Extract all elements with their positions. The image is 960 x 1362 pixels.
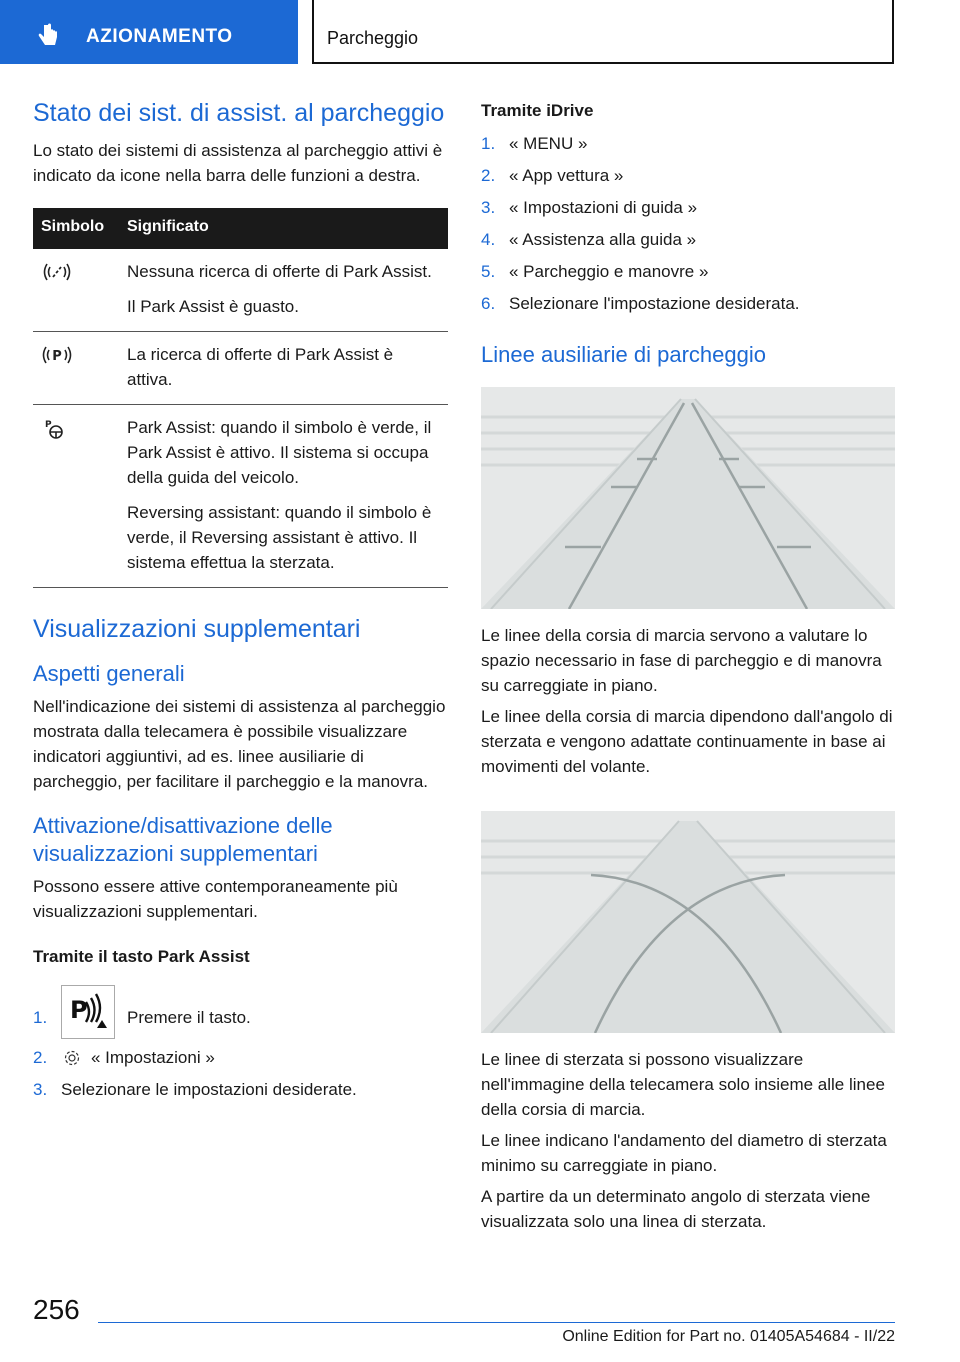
table-cell-text: Reversing assistant: quando il simbolo è verde, il Reversing assistant è attivo. Il sistema effettua la sterzata. <box>127 503 432 572</box>
svg-text:P: P <box>45 420 52 430</box>
park-assist-fault-icon <box>41 261 73 283</box>
subheading-activation: Attivazione/disattivazione delle visualizzazioni supplementari <box>33 813 333 866</box>
idrive-title: Tramite iDrive <box>481 101 594 120</box>
chapter-header <box>312 0 894 64</box>
hand-pointer-icon <box>36 22 62 48</box>
general-text: Nell'indicazione dei sistemi di assistenza al parcheggio mostrata dalla telecamera è possibile visualizzare indicatori aggiuntivi, ad es. linee ausiliarie di parcheggio, per facilitare il parcheggio e la manovra. <box>33 697 446 791</box>
right-column <box>481 98 895 1234</box>
list-item: 1. « MENU » <box>481 134 588 153</box>
steering-lines-image <box>481 811 895 1033</box>
list-item: 2. « Impostazioni » <box>33 1045 448 1077</box>
list-item: 3. « Impostazioni di guida » <box>481 198 698 217</box>
intro-text: Lo stato dei sistemi di assistenza al parcheggio attivi è indicato da icone nella barra delle funzioni a destra. <box>33 141 443 185</box>
edition-note: Online Edition for Part no. 01405A54684 - II/22 <box>562 1328 895 1345</box>
step-text: « Parcheggio e manovre » <box>509 262 709 281</box>
list-item: 2. « App vettura » <box>481 166 624 185</box>
table-cell-text: Nessuna ricerca di offerte di Park Assist. <box>127 262 432 281</box>
table-row <box>33 249 448 332</box>
left-column <box>33 98 448 1109</box>
gear-icon <box>63 1049 81 1067</box>
step-text: « Impostazioni di guida » <box>509 198 698 217</box>
button-steps <box>33 985 448 1109</box>
section-label: AZIONAMENTO <box>86 26 233 47</box>
table-header-symbol: Simbolo <box>33 208 119 249</box>
table-cell-text: Park Assist: quando il simbolo è verde, il Park Assist è attivo. Il sistema si occupa della guida del veicolo. <box>127 418 432 487</box>
step-text: Selezionare l'impostazione desiderata. <box>509 294 800 313</box>
step-text: Premere il tasto. <box>127 1008 251 1027</box>
table-header-meaning: Significato <box>119 208 448 249</box>
park-assist-button-icon[interactable] <box>61 985 115 1039</box>
button-title: Tramite il tasto Park Assist <box>33 947 250 966</box>
activation-text: Possono essere attive contemporaneamente più visualizzazioni supplementari. <box>33 877 398 921</box>
step-text: « App vettura » <box>509 166 624 185</box>
table-row <box>33 332 448 405</box>
step-text: « MENU » <box>509 134 588 153</box>
subheading-general: Aspetti generali <box>33 661 185 686</box>
section-heading-status: Stato dei sist. di assist. al parcheggio <box>33 99 445 127</box>
guidelines-text-2: Le linee della corsia di marcia dipendono dall'angolo di sterzata e vengono adattate continuamente in base ai movimenti del volante. <box>481 707 893 776</box>
symbol-table <box>33 208 448 588</box>
section-heading-guidelines: Linee ausiliarie di parcheggio <box>481 342 766 367</box>
chapter-label: Parcheggio <box>327 28 419 48</box>
idrive-steps <box>481 131 895 323</box>
step-text: « Impostazioni » <box>91 1048 215 1067</box>
table-row <box>33 405 448 588</box>
table-cell-text: La ricerca di offerte di Park Assist è attiva. <box>127 345 394 389</box>
section-heading-supplementary: Visualizzazioni supplementari <box>33 615 361 643</box>
step-text: Selezionare le impostazioni desiderate. <box>61 1080 357 1099</box>
table-cell-text: Il Park Assist è guasto. <box>127 297 299 316</box>
list-item: 6. Selezionare l'impostazione desiderata. <box>481 294 800 313</box>
steering-text-3: A partire da un determinato angolo di sterzata viene visualizzata solo una linea di sterzata. <box>481 1187 871 1231</box>
svg-text:P: P <box>70 996 88 1024</box>
list-item: 4. « Assistenza alla guida » <box>481 230 697 249</box>
page-number: 256 <box>33 1294 80 1325</box>
list-item: 1. P Premere il tasto. <box>33 985 448 1045</box>
park-steering-icon <box>41 417 73 443</box>
steering-text-2: Le linee indicano l'andamento del diametro di sterzata minimo su carreggiate in piano. <box>481 1131 887 1175</box>
step-text: « Assistenza alla guida » <box>509 230 697 249</box>
steering-text-1: Le linee di sterzata si possono visualizzare nell'immagine della telecamera solo insieme alle linee della corsia di marcia. <box>481 1050 885 1119</box>
lane-lines-image <box>481 387 895 609</box>
guidelines-text-1: Le linee della corsia di marcia servono a valutare lo spazio necessario in fase di parcheggio e di manovra su carreggiate in piano. <box>481 626 882 695</box>
list-item: 3. Selezionare le impostazioni desiderate. <box>33 1080 357 1099</box>
svg-text:P: P <box>52 349 62 364</box>
section-tab[interactable] <box>0 0 298 64</box>
footer-divider <box>98 1322 895 1323</box>
list-item: 5. « Parcheggio e manovre » <box>481 262 709 281</box>
park-assist-search-icon <box>41 344 73 366</box>
